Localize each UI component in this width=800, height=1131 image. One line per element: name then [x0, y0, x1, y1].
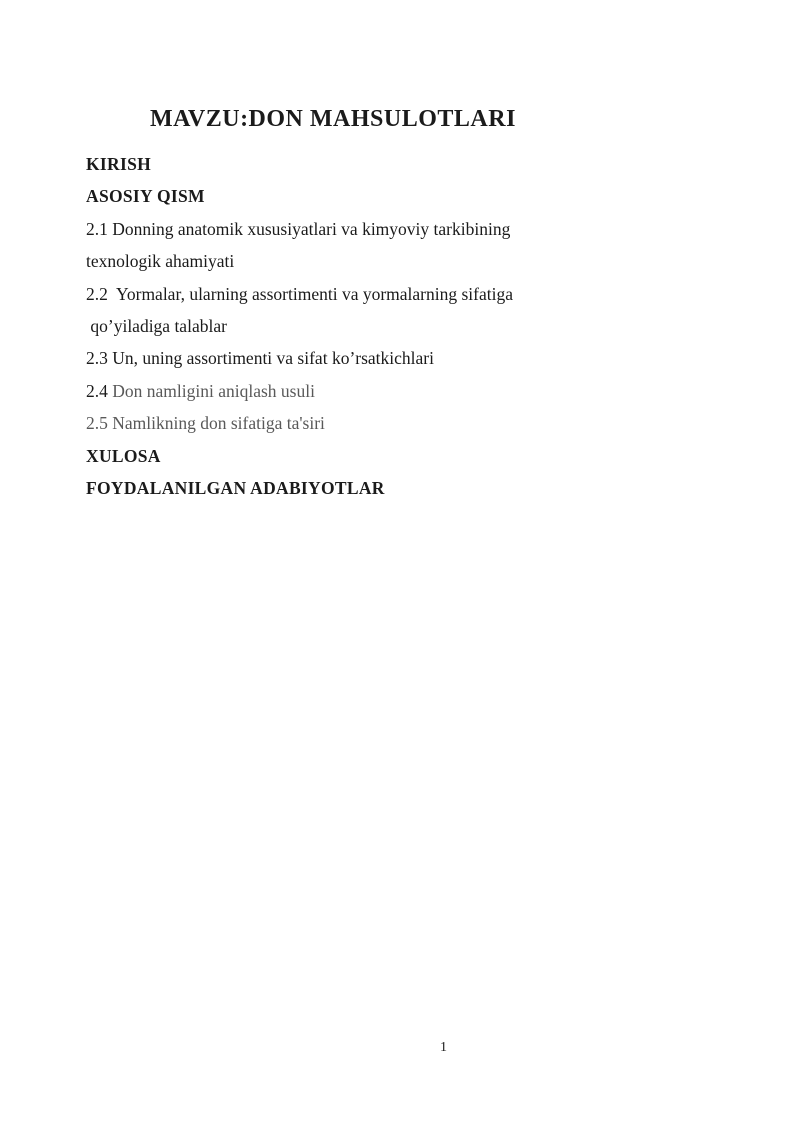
toc-item-2-4: [86, 375, 726, 407]
toc-item-2-2-line1: 2.2 Yormalar, ularning assortimenti va yormalarning sifatiga: [86, 283, 513, 304]
toc-heading-foydalanilgan-adabiyotlar: FOYDALANILGAN ADABIYOTLAR: [86, 478, 385, 499]
toc-heading-kirish: KIRISH: [86, 154, 152, 174]
document-content: [86, 104, 726, 504]
toc-item-2-1-line1: 2.1 Donning anatomik xususiyatlari va kimyoviy tarkibining: [86, 218, 511, 239]
toc-item-2-5: 2.5 Namlikning don sifatiga ta'siri: [86, 413, 325, 434]
toc-item-2-1-line2: texnologik ahamiyati: [86, 251, 235, 272]
document-title: MAVZU:DON MAHSULOTLARI: [150, 106, 516, 132]
toc-heading-asosiy-qism: ASOSIY QISM: [86, 186, 205, 207]
toc-item-2-4-number: 2.4: [86, 380, 113, 401]
toc-heading-xulosa: XULOSA: [86, 445, 161, 466]
toc-item-2-3: 2.3 Un, uning assortimenti va sifat ko’rsatkichlari: [86, 348, 434, 369]
footer-page-number: 1: [440, 1040, 447, 1055]
toc-item-2-2-line2: qo’yiladiga talablar: [86, 316, 227, 337]
toc-item-2-4-text: Don namligini aniqlash usuli: [112, 380, 315, 401]
